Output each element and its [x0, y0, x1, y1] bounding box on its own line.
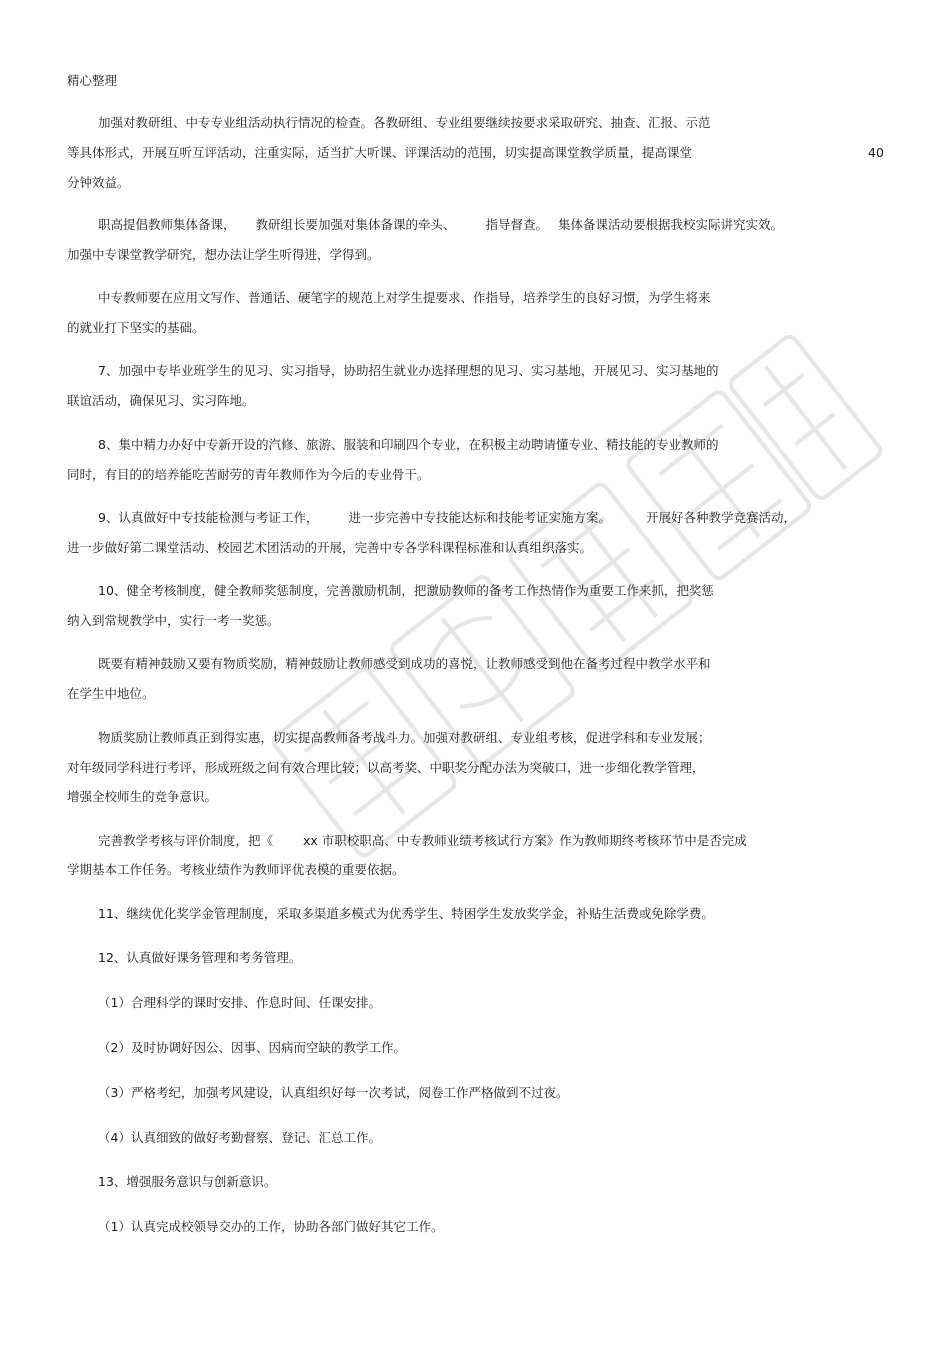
text-line: 的就业打下坚实的基础。	[67, 320, 205, 335]
text-line: （3）严格考纪，加强考风建设，认真组织好每一次考试，阅卷工作严格做到不过夜。	[98, 1085, 569, 1100]
text-line: 物质奖励让教师真正到得实惠，切实提高教师备考战斗力。加强对教研组、专业组考核，促进学科和专业发展；	[98, 730, 711, 745]
text-segment: 9、认真做好中专技能检测与考证工作，	[98, 510, 319, 525]
text-segment: 开展好各种教学竞赛活动，	[645, 510, 796, 525]
text-segment: 进一步完善中专技能达标和技能考证实施方案。	[348, 510, 611, 525]
text-line-segmented	[98, 217, 783, 233]
text-line: 分钟效益。	[67, 175, 130, 190]
page-number: 40	[868, 145, 884, 160]
text-line: 同时，有目的的培养能吃苦耐劳的青年教师作为今后的专业骨干。	[67, 467, 430, 482]
text-line: 在学生中地位。	[67, 686, 155, 701]
text-line: （1）认真完成校领导交办的工作，协助各部门做好其它工作。	[98, 1219, 444, 1234]
text-line: 11、继续优化奖学金管理制度，采取多渠道多模式为优秀学生、特困学生发放奖学金，补贴生活费或免除学费。	[98, 906, 714, 921]
text-line: （4）认真细致的做好考勤督察、登记、汇总工作。	[98, 1130, 381, 1145]
text-line-segmented	[98, 833, 747, 849]
text-line: （2）及时协调好因公、因事、因病而空缺的教学工作。	[98, 1040, 406, 1055]
text-line: 中专教师要在应用文写作、普通话、硬笔字的规范上对学生提要求、作指导，培养学生的良好习惯，为学生将来	[98, 290, 711, 305]
text-line: 等具体形式，开展互听互评活动，注重实际，适当扩大听课、评课活动的范围，切实提高课堂教学质量，提高课堂	[67, 145, 693, 160]
text-segment: 职高提倡教师集体备课，	[98, 217, 236, 232]
text-line: 13、增强服务意识与创新意识。	[98, 1174, 277, 1189]
text-line: 7、加强中专毕业班学生的见习、实习指导，协助招生就业办选择理想的见习、实习基地，开展见习、实习基地的	[98, 363, 719, 378]
text-line: 8、集中精力办好中专新开设的汽修、旅游、服装和印刷四个专业，在积极主动聘请懂专业、精技能的专业教师的	[98, 437, 719, 452]
text-line: 加强对教研组、中专专业组活动执行情况的检查。各教研组、专业组要继续按要求采取研究、抽查、汇报、示范	[98, 115, 711, 130]
text-line-segmented	[98, 510, 796, 526]
text-line: 增强全校师生的竞争意识。	[67, 789, 218, 804]
text-line: 加强中专课堂教学研究，想办法让学生听得进，学得到。	[67, 247, 380, 262]
text-line: 纳入到常规教学中，实行一考一奖惩。	[67, 613, 280, 628]
text-line: 既要有精神鼓励又要有物质奖励，精神鼓励让教师感受到成功的喜悦，让教师感受到他在备考过程中教学水平和	[98, 656, 711, 671]
document-header: 精心整理	[67, 73, 118, 88]
text-line: 12、认真做好课务管理和考务管理。	[98, 950, 302, 965]
text-line: 学期基本工作任务。考核业绩作为教师评优表模的重要依据。	[67, 862, 405, 877]
text-line: （1）合理科学的课时安排、作息时间、任课安排。	[98, 995, 381, 1010]
text-segment: 指导督查。	[485, 217, 549, 232]
text-line: 进一步做好第二课堂活动、校园艺术团活动的开展，完善中专各学科课程标准和认真组织落实。	[67, 540, 593, 555]
text-segment: 教研组长要加强对集体备课的牵头、	[255, 217, 456, 232]
text-line: 对年级同学科进行考评，形成班级之间有效合理比较；以高考奖、中职奖分配办法为突破口，进一步细化教学管理，	[67, 760, 705, 775]
text-segment: 完善教学考核与评价制度，把《	[98, 833, 274, 848]
text-line: 10、健全考核制度，健全教师奖惩制度，完善激励机制，把激励教师的备考工作热情作为重要工作来抓，把奖惩	[98, 583, 714, 598]
text-line: 联谊活动，确保见习、实习阵地。	[67, 393, 255, 408]
text-segment: 集体备课活动要根据我校实际讲究实效。	[558, 217, 784, 232]
text-segment: xx 市职校职高、中专教师业绩考核试行方案》作为教师期终考核环节中是否完成	[303, 833, 747, 848]
